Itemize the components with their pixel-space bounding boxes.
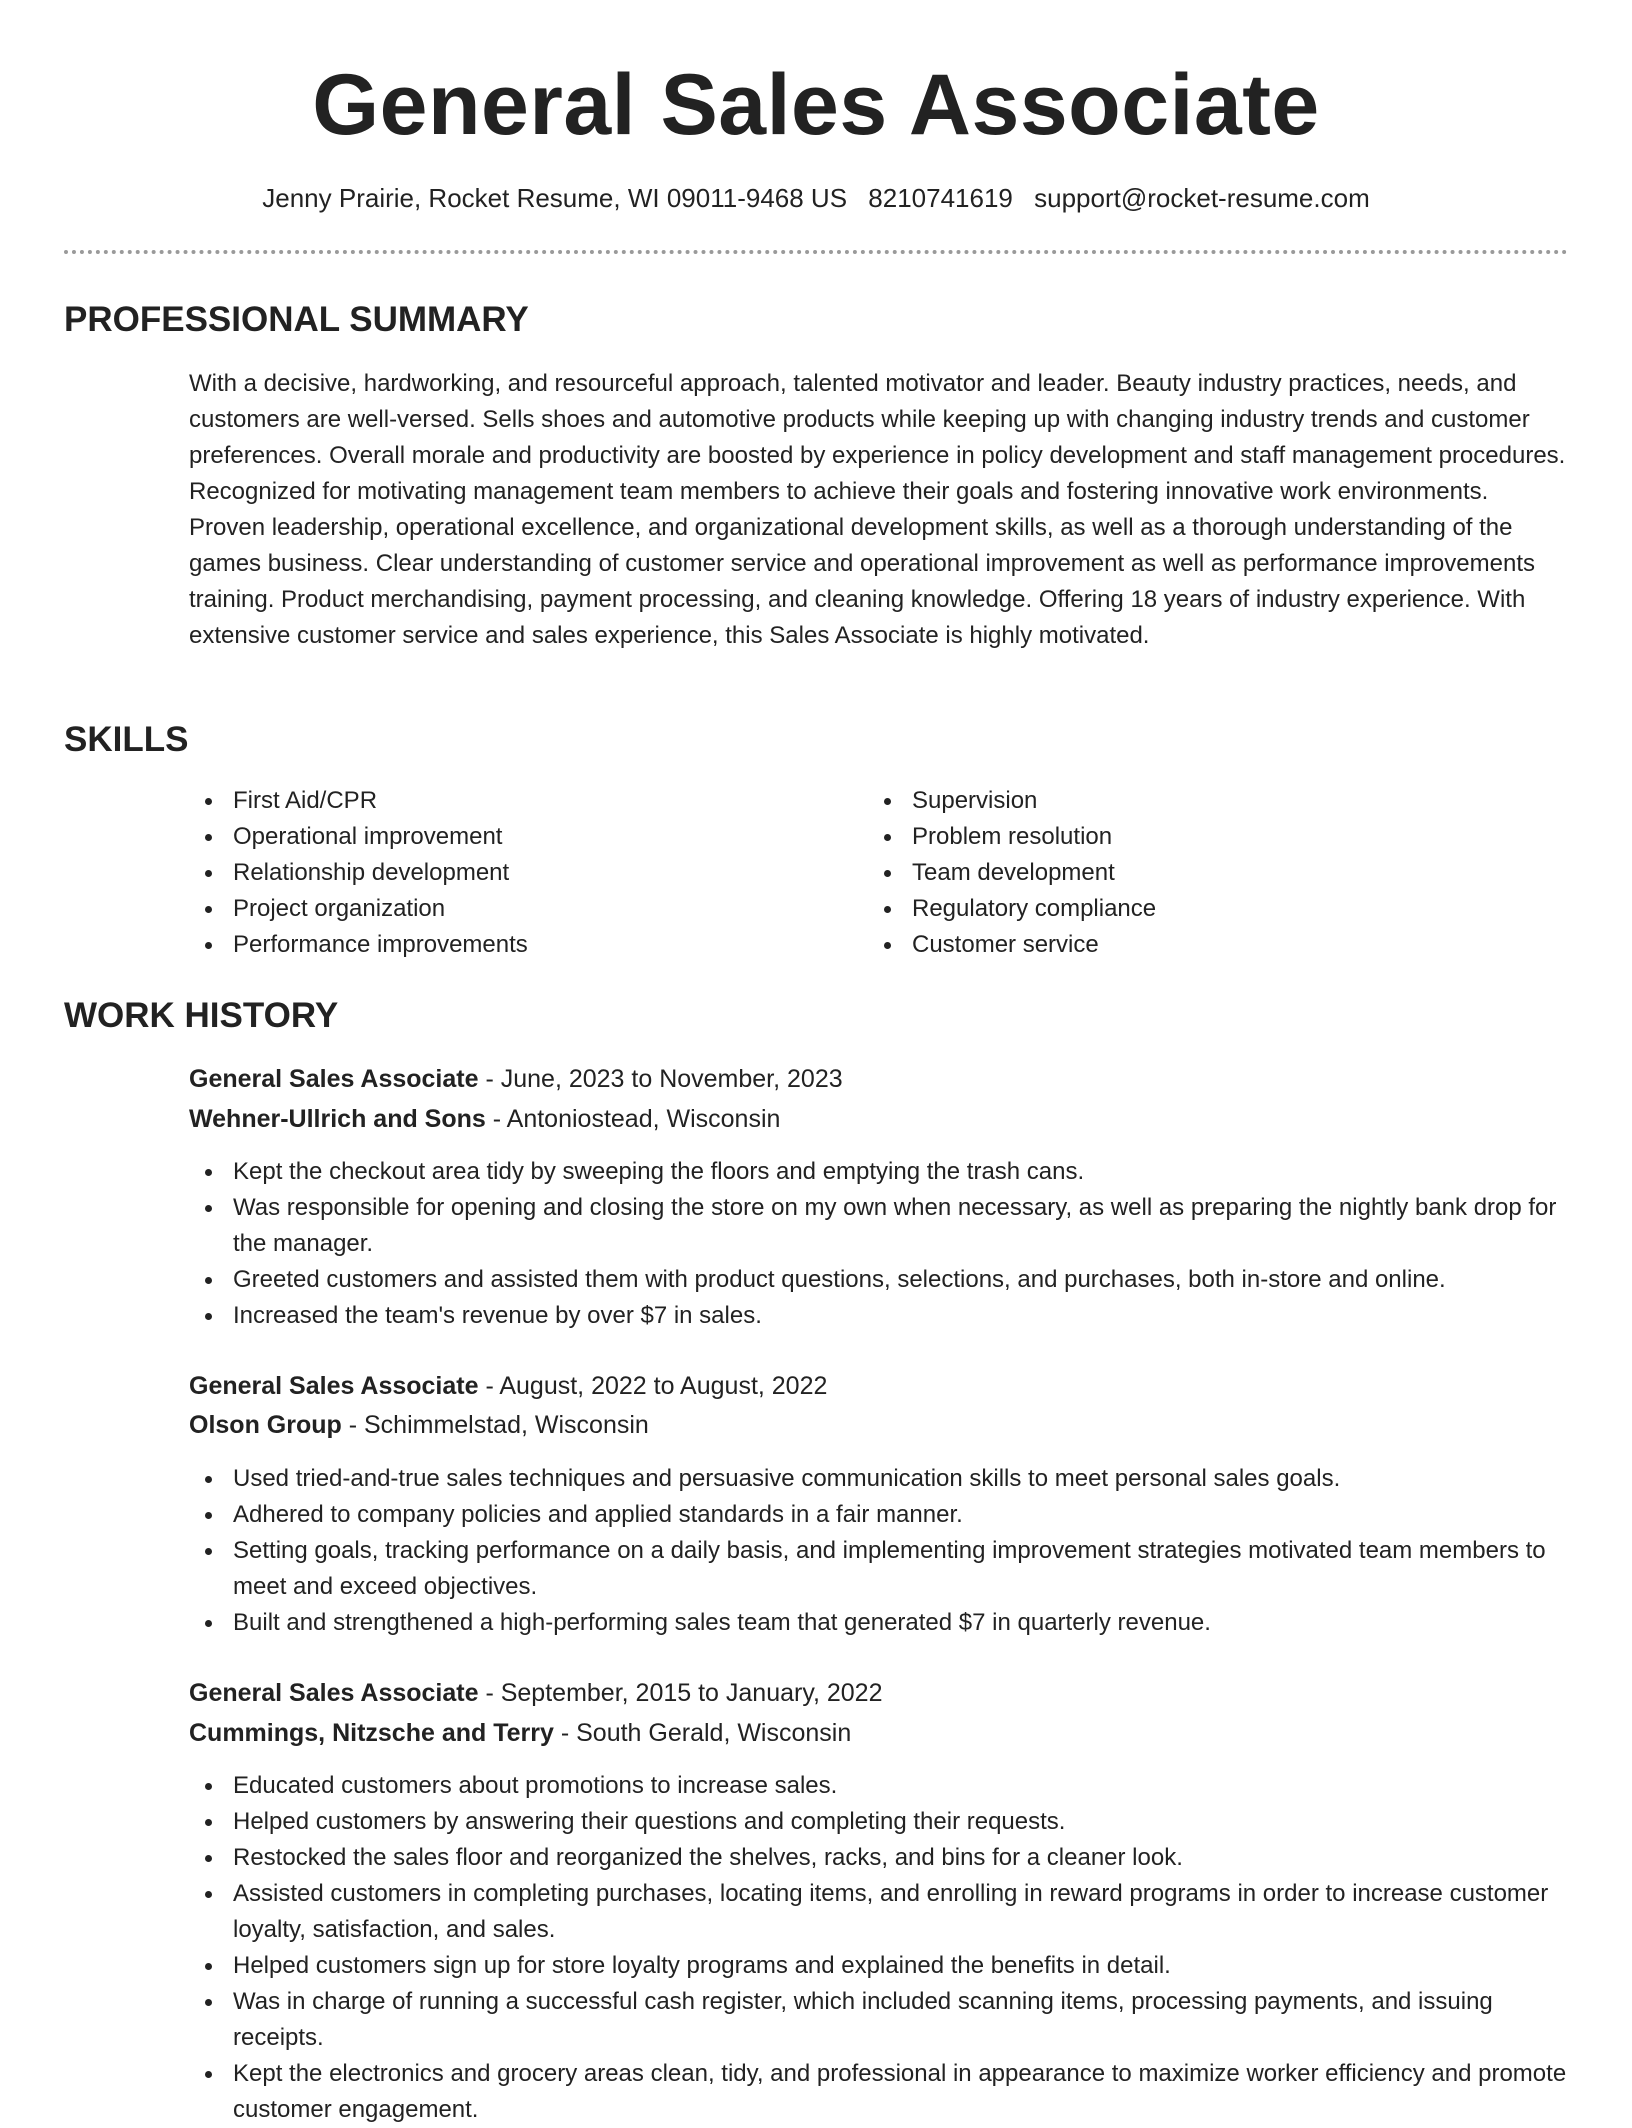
job-company: Olson Group: [189, 1411, 342, 1439]
skill-item: Performance improvements: [189, 927, 829, 963]
job-bullet: Assisted customers in completing purchases, locating items, and enrolling in reward programs in order to increase customer loyalty, satisfaction, and sales.: [189, 1876, 1569, 1948]
job-bullet-list: [189, 1154, 1569, 1334]
job-dates: - August, 2022 to August, 2022: [478, 1372, 828, 1400]
job-location: - Antoniostead, Wisconsin: [485, 1105, 781, 1133]
skills-list-right: [868, 783, 1508, 963]
job-bullet: Kept the electronics and grocery areas clean, tidy, and professional in appearance to maximize worker efficiency and promote customer engagement.: [189, 2056, 1569, 2128]
skill-item: Problem resolution: [868, 819, 1508, 855]
job-location: - South Gerald, Wisconsin: [553, 1719, 852, 1747]
job-title: General Sales Associate: [189, 1065, 479, 1093]
job-bullet: Increased the team's revenue by over $7 in sales.: [189, 1298, 1569, 1334]
job-title: General Sales Associate: [189, 1372, 479, 1400]
job-title: General Sales Associate: [189, 1679, 479, 1707]
contact-address: Jenny Prairie, Rocket Resume, WI 09011-9468 US: [262, 183, 848, 213]
job-bullet: Adhered to company policies and applied standards in a fair manner.: [189, 1497, 1569, 1533]
skill-item: Project organization: [189, 891, 829, 927]
job-bullet: Kept the checkout area tidy by sweeping the floors and emptying the trash cans.: [189, 1154, 1569, 1190]
skills-list-left: [189, 783, 829, 963]
skill-item: Supervision: [868, 783, 1508, 819]
job-bullet: Setting goals, tracking performance on a daily basis, and implementing improvement strategies motivated team members to meet and exceed objectives.: [189, 1533, 1569, 1605]
work-history-heading: WORK HISTORY: [64, 996, 339, 1035]
job-bullet: Built and strengthened a high-performing sales team that generated $7 in quarterly revenue.: [189, 1605, 1569, 1641]
contact-phone: 8210741619: [868, 183, 1013, 213]
job-bullet-list: [189, 1768, 1569, 2128]
skill-item: Regulatory compliance: [868, 891, 1508, 927]
resume-name: General Sales Associate: [312, 57, 1320, 153]
skill-item: Customer service: [868, 927, 1508, 963]
skills-heading: SKILLS: [64, 720, 189, 759]
header-divider: [64, 250, 1568, 254]
job-title-line: [189, 1674, 882, 1712]
job-company-line: [189, 1100, 780, 1138]
job-title-line: [189, 1367, 827, 1405]
job-company: Wehner-Ullrich and Sons: [189, 1105, 486, 1133]
job-bullet: Was in charge of running a successful cash register, which included scanning items, processing payments, and issuing receipts.: [189, 1984, 1569, 2056]
job-title-line: [189, 1060, 843, 1098]
summary-text: With a decisive, hardworking, and resourceful approach, talented motivator and leader. Beauty industry practices, needs, and customers are well-versed. Sells shoes and automotive products while keeping up with changing industry trends and customer preferences. Overall morale and productivity are boosted by experience in policy development and staff management procedures. Recognized for motivating management team members to achieve their goals and fostering innovative work environments. Proven leadership, operational excellence, and organizational development skills, as well as a thorough understanding of the games business. Clear understanding of customer service and operational improvement as well as performance improvements training. Product merchandising, payment processing, and cleaning knowledge. Offering 18 years of industry experience. With extensive customer service and sales experience, this Sales Associate is highly motivated.: [189, 370, 1566, 649]
job-bullet: Restocked the sales floor and reorganized the shelves, racks, and bins for a cleaner look.: [189, 1840, 1569, 1876]
job-bullet: Used tried-and-true sales techniques and persuasive communication skills to meet personal sales goals.: [189, 1461, 1569, 1497]
skill-item: First Aid/CPR: [189, 783, 829, 819]
job-bullet: Educated customers about promotions to increase sales.: [189, 1768, 1569, 1804]
contact-line: [0, 180, 1632, 216]
skill-item: Operational improvement: [189, 819, 829, 855]
job-dates: - June, 2023 to November, 2023: [478, 1065, 843, 1093]
job-bullet-list: [189, 1461, 1569, 1641]
job-bullet: Helped customers sign up for store loyalty programs and explained the benefits in detail.: [189, 1948, 1569, 1984]
job-dates: - September, 2015 to January, 2022: [478, 1679, 883, 1707]
job-bullet: Helped customers by answering their questions and completing their requests.: [189, 1804, 1569, 1840]
skill-item: Team development: [868, 855, 1508, 891]
skill-item: Relationship development: [189, 855, 829, 891]
job-company: Cummings, Nitzsche and Terry: [189, 1719, 554, 1747]
job-bullet: Was responsible for opening and closing the store on my own when necessary, as well as preparing the nightly bank drop for the manager.: [189, 1190, 1569, 1262]
job-company-line: [189, 1406, 649, 1444]
job-location: - Schimmelstad, Wisconsin: [341, 1411, 649, 1439]
job-company-line: [189, 1714, 851, 1752]
contact-email: support@rocket-resume.com: [1034, 183, 1370, 213]
summary-heading: PROFESSIONAL SUMMARY: [64, 300, 529, 339]
job-bullet: Greeted customers and assisted them with product questions, selections, and purchases, both in-store and online.: [189, 1262, 1569, 1298]
